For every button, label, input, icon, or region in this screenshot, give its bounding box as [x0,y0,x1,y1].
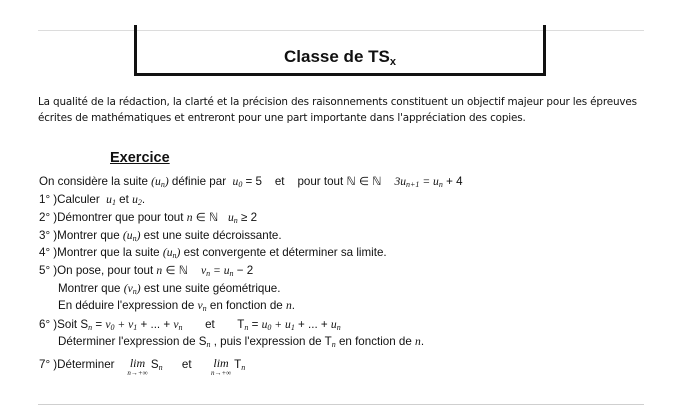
question-5: 5° )On pose, pour tout n ∈ ℕ $v_n = u_n - 2$ [39,264,254,278]
question-6-line-2: Déterminer l'expression de $S_n$ , puis l'expression de $T_n$ en fonction de n. [58,335,425,349]
page-title: Classe de $TS_x$ [284,47,396,68]
question-1: 1° )Calculer $u_1$ et $u_2$. [39,193,146,207]
question-2: 2° )Démontrer que pour tout n ∈ ℕ $u_n \ge 2$ [39,211,258,225]
question-5-line-3: En déduire l'expression de $v_n$ en fonction de n. [58,299,295,313]
question-3: 3° )Montrer que $(u_n)$ est une suite décroissante. [39,229,282,243]
intro-paragraph: La qualité de la rédaction, la clarté et la précision des raisonnements constituent un objectif majeur pour les épreuves écrites de mathématiques et entreront pour une part importante dans l'appréciation des copies. [38,96,637,124]
exercise-heading: Exercice [110,150,170,166]
title-box [134,25,546,76]
question-7: 7° )Déterminer lim n→+∞ $S_n$ et lim n→+∞ $T_n$ [39,356,246,377]
question-5-line-2: Montrer que $(v_n)$ est une suite géométrique. [58,282,281,296]
statement-line: On considère la suite $(u_n)$ définie par $u_0 = 5$ et pour tout ℕ ∈ ℕ $3u_{n+1} = u_n + 4$ [39,175,463,189]
limit-expression-t: lim n→+∞ [210,356,232,377]
question-4: 4° )Montrer que la suite $(u_n)$ est convergente et déterminer sa limite. [39,246,387,260]
bottom-rule [38,404,644,405]
question-6: 6° )Soit $S_n = v_0 + v_1$ + ... + $v_n$ et $T_n = u_0 + u_1$ + ... + $u_n$ [39,318,341,332]
limit-expression-s: lim n→+∞ [127,356,148,377]
